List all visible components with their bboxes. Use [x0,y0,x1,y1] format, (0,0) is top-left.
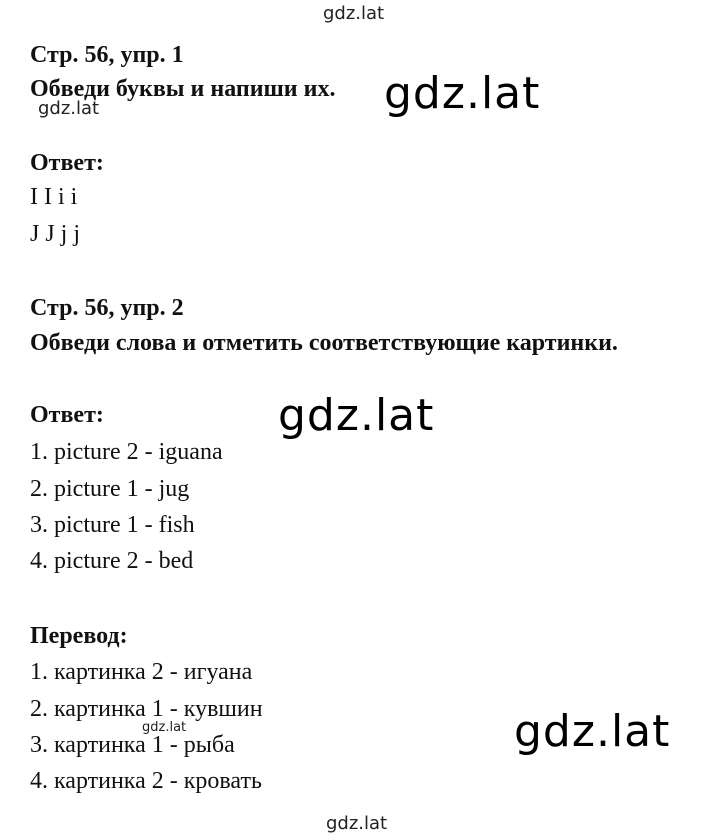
watermark-big-bottom-right: gdz.lat [514,706,671,757]
watermark-top: gdz.lat [323,3,385,24]
exercise2-instruction: Обведи слова и отметить соответствующие картинки. [30,330,618,356]
exercise1-instruction: Обведи буквы и напиши их. [30,76,336,102]
exercise2-translation-line: 4. картинка 2 - кровать [30,768,262,794]
exercise2-translation-line: 2. картинка 1 - кувшин [30,696,263,722]
watermark-big-task1: gdz.lat [384,68,541,119]
exercise2-translation-line: 1. картинка 2 - игуана [30,659,253,685]
clipped-next-heading-remnant [30,831,150,837]
exercise1-heading: Стр. 56, упр. 1 [30,42,184,68]
exercise2-answer-line: 3. picture 1 - fish [30,512,195,538]
exercise2-translation-label: Перевод: [30,623,128,649]
exercise2-translation-line: 3. картинка 1 - рыба [30,732,235,758]
exercise2-answer-line: 1. picture 2 - iguana [30,439,223,465]
watermark-under-task1: gdz.lat [38,98,100,119]
exercise2-answer-line: 4. picture 2 - bed [30,548,194,574]
exercise1-answer-line: J J j j [30,221,81,247]
exercise2-heading: Стр. 56, упр. 2 [30,295,184,321]
exercise1-answer-line: I I i i [30,184,78,210]
watermark-small-translation: gdz.lat [142,720,187,735]
watermark-big-answer2: gdz.lat [278,390,435,441]
watermark-bottom: gdz.lat [326,813,388,834]
exercise2-answer-label: Ответ: [30,402,104,428]
exercise1-answer-label: Ответ: [30,150,104,176]
exercise2-answer-line: 2. picture 1 - jug [30,476,190,502]
